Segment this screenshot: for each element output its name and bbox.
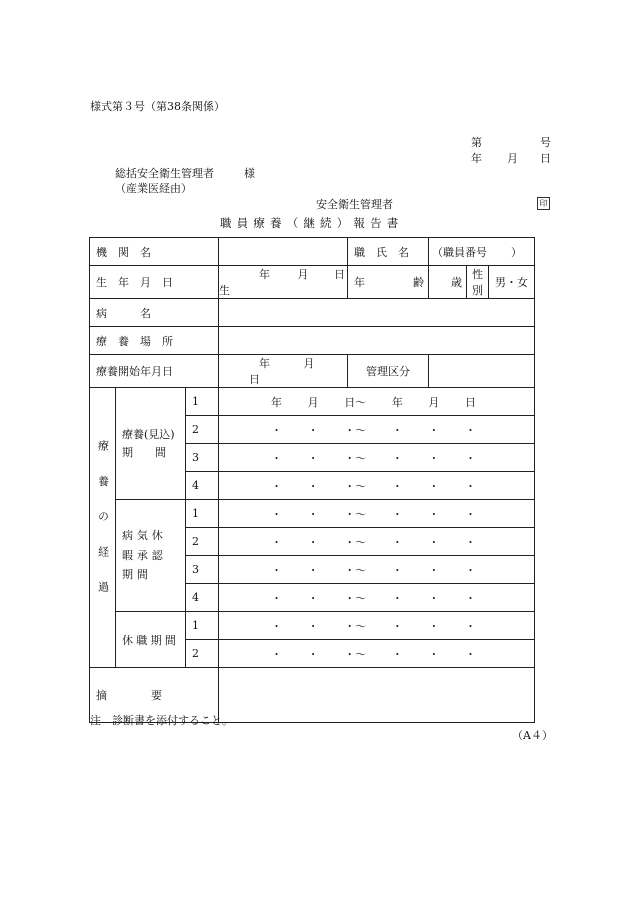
date-part: ・ bbox=[428, 535, 440, 549]
row-agency bbox=[90, 238, 535, 266]
row-number: 2 bbox=[186, 640, 219, 668]
date-part: ・～ bbox=[344, 647, 367, 661]
date-part: ・ bbox=[307, 451, 319, 465]
date-part: ・ bbox=[428, 479, 440, 493]
label-progress bbox=[90, 388, 116, 668]
date-part: 年 bbox=[391, 395, 403, 409]
date-part: ・ bbox=[271, 507, 283, 521]
sick-dates[interactable] bbox=[219, 556, 535, 584]
date-year: 年 bbox=[471, 152, 482, 165]
date-part: ・ bbox=[391, 647, 403, 661]
date-part: ・ bbox=[465, 507, 476, 521]
date-part: ・ bbox=[391, 619, 403, 633]
date-part: ・～ bbox=[344, 507, 367, 521]
date-part: ・ bbox=[271, 563, 283, 577]
date-part: ・ bbox=[271, 535, 283, 549]
form-title: 職員療養（継続）報告書 bbox=[220, 216, 404, 230]
date-part: ・～ bbox=[344, 479, 367, 493]
paper-size: （A４） bbox=[512, 729, 553, 742]
sick-dates[interactable] bbox=[219, 500, 535, 528]
period-dates[interactable] bbox=[219, 416, 535, 444]
date-part: ・ bbox=[428, 647, 440, 661]
date-part: ・ bbox=[271, 591, 283, 605]
date-part: ・ bbox=[465, 479, 476, 493]
date-part: 日～ bbox=[344, 395, 367, 409]
age-label: 年 bbox=[354, 276, 366, 289]
date-part: ・～ bbox=[344, 619, 367, 633]
value-summary[interactable] bbox=[219, 668, 535, 723]
period-dates[interactable] bbox=[219, 388, 535, 416]
label-sex: 性 別 bbox=[467, 266, 489, 299]
value-place[interactable] bbox=[219, 327, 535, 355]
date-part: ・ bbox=[271, 423, 283, 437]
date-part: ・ bbox=[391, 591, 403, 605]
sick-dates[interactable] bbox=[219, 528, 535, 556]
progress-vertical-label: 療養の経過 bbox=[96, 439, 110, 616]
value-age[interactable] bbox=[348, 266, 429, 299]
date-part: ・ bbox=[428, 563, 440, 577]
progress-row bbox=[90, 388, 535, 416]
progress-row bbox=[90, 500, 535, 528]
date-part: ・ bbox=[271, 451, 283, 465]
start-year: 年 bbox=[259, 357, 271, 370]
leave-dates[interactable] bbox=[219, 612, 535, 640]
value-disease[interactable] bbox=[219, 299, 535, 327]
row-number: 3 bbox=[186, 444, 219, 472]
attachment-note: 注 診断書を添付すること。 bbox=[90, 714, 233, 727]
progress-row bbox=[90, 612, 535, 640]
date-part: ・ bbox=[307, 479, 319, 493]
row-start bbox=[90, 355, 535, 388]
date-part: ・ bbox=[307, 619, 319, 633]
date-part: ・ bbox=[391, 535, 403, 549]
row-number: 4 bbox=[186, 584, 219, 612]
row-number: 1 bbox=[186, 500, 219, 528]
value-sex[interactable]: 男・女 bbox=[489, 266, 535, 299]
birth-month: 月 bbox=[297, 268, 309, 281]
date-day: 日 bbox=[540, 152, 551, 165]
label-birth: 生 年 月 日 bbox=[90, 266, 219, 299]
row-number: 3 bbox=[186, 556, 219, 584]
report-table bbox=[89, 237, 535, 723]
staff-no-label: （職員番号 bbox=[432, 245, 488, 259]
date-part: ・ bbox=[271, 647, 283, 661]
start-day: 日 bbox=[249, 373, 261, 386]
form-number: 様式第３号（第38条関係） bbox=[90, 100, 225, 113]
date-part: ・ bbox=[307, 507, 319, 521]
label-name: 職 氏 名 bbox=[348, 238, 429, 266]
date-part: ・ bbox=[391, 451, 403, 465]
label-place: 療 養 場 所 bbox=[90, 327, 219, 355]
date-part: ・～ bbox=[344, 563, 367, 577]
date-part: ・ bbox=[465, 535, 476, 549]
row-number: 2 bbox=[186, 416, 219, 444]
date-part: 月 bbox=[307, 395, 319, 409]
via-note: （産業医経由） bbox=[115, 182, 192, 195]
row-number: 1 bbox=[186, 612, 219, 640]
date-part: ・ bbox=[307, 535, 319, 549]
date-part: ・ bbox=[271, 479, 283, 493]
date-part: ・ bbox=[307, 423, 319, 437]
date-part: ・ bbox=[465, 619, 476, 633]
row-disease bbox=[90, 299, 535, 327]
period-dates[interactable] bbox=[219, 444, 535, 472]
date-part: ・ bbox=[391, 479, 403, 493]
date-part: ・ bbox=[428, 591, 440, 605]
date-part: ・ bbox=[465, 591, 476, 605]
start-month: 月 bbox=[303, 357, 315, 370]
date-part: 月 bbox=[428, 395, 440, 409]
staff-no-close: ） bbox=[511, 245, 523, 259]
value-mgmt[interactable] bbox=[429, 355, 535, 388]
row-birth bbox=[90, 266, 535, 299]
addressee: 総括安全衛生管理者 bbox=[115, 167, 214, 180]
label-disease: 病 名 bbox=[90, 299, 219, 327]
label-period: 療養(見込) 期 間 bbox=[116, 388, 186, 500]
label-start: 療養開始年月日 bbox=[90, 355, 219, 388]
date-part: ・ bbox=[465, 563, 476, 577]
value-birth[interactable] bbox=[219, 266, 348, 299]
date-part: ・ bbox=[391, 423, 403, 437]
age-suffix: 齢 bbox=[413, 276, 425, 289]
seal-icon: 印 bbox=[537, 197, 550, 210]
label-sick-leave: 病気休暇承認期間 bbox=[116, 500, 186, 612]
birth-year: 年 bbox=[259, 268, 271, 281]
birth-day: 日生 bbox=[219, 268, 346, 297]
date-part: ・～ bbox=[344, 591, 367, 605]
age-unit: 歳 bbox=[429, 266, 467, 299]
date-part: ・ bbox=[465, 423, 476, 437]
row-place bbox=[90, 327, 535, 355]
addressee-honorific: 様 bbox=[244, 167, 255, 180]
seal-mark bbox=[537, 196, 550, 210]
date-part: ・～ bbox=[344, 451, 367, 465]
label-agency: 機 関 名 bbox=[90, 238, 219, 266]
sick-dates[interactable] bbox=[219, 584, 535, 612]
value-start[interactable] bbox=[219, 355, 348, 388]
date-part: ・ bbox=[307, 563, 319, 577]
value-agency[interactable] bbox=[219, 238, 348, 266]
date-part: ・～ bbox=[344, 423, 367, 437]
date-part: ・ bbox=[307, 591, 319, 605]
row-number: 2 bbox=[186, 528, 219, 556]
leave-dates[interactable] bbox=[219, 640, 535, 668]
date-part: ・ bbox=[465, 451, 476, 465]
date-part: 日 bbox=[465, 395, 476, 409]
label-summary: 摘 要 bbox=[90, 668, 219, 723]
date-part: ・～ bbox=[344, 535, 367, 549]
date-part: ・ bbox=[428, 423, 440, 437]
date-part: ・ bbox=[465, 647, 476, 661]
date-part: ・ bbox=[428, 619, 440, 633]
label-mgmt: 管理区分 bbox=[348, 355, 429, 388]
row-number: 1 bbox=[186, 388, 219, 416]
date-part: 年 bbox=[271, 395, 283, 409]
date-part: ・ bbox=[271, 619, 283, 633]
date-part: ・ bbox=[428, 451, 440, 465]
date-part: ・ bbox=[391, 563, 403, 577]
period-dates[interactable] bbox=[219, 472, 535, 500]
label-leave: 休職期間 bbox=[116, 612, 186, 668]
doc-go-label: 号 bbox=[540, 136, 551, 149]
date-month: 月 bbox=[507, 152, 518, 165]
row-number: 4 bbox=[186, 472, 219, 500]
date-part: ・ bbox=[428, 507, 440, 521]
doc-no-label: 第 bbox=[471, 136, 482, 149]
date-part: ・ bbox=[391, 507, 403, 521]
sender: 安全衛生管理者 bbox=[316, 198, 393, 211]
date-part: ・ bbox=[307, 647, 319, 661]
value-name[interactable] bbox=[429, 238, 535, 266]
